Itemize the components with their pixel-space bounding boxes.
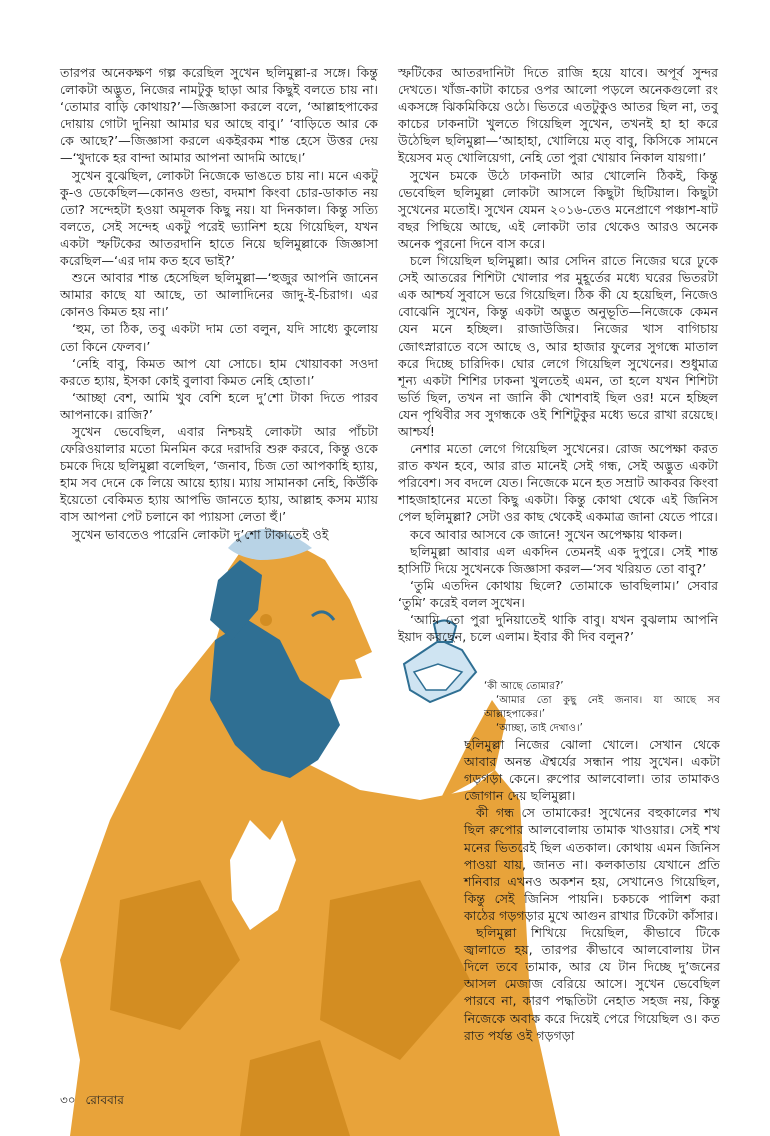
paragraph: ছলিমুল্লা শিখিয়ে দিয়েছিল, কীভাবে টিকে জ্বালাতে হয়, তারপর কীভাবে আলবোলায় টান দিলে তবে তামাক, আর যে টান দিচ্ছে দু’জনের আসল মেজাজ বেরিয়ে আসে। সুখেন ভেবেছিল পারবে না, কারণ পদ্ধতিটা নেহাত সহজ নয়, কিন্তু নিজেকে অবাক করে দিয়েই পেরে গিয়েছিল ও। কত রাত পর্যন্ত ওই গড়গড়া [464,925,720,1043]
article-wrap-text-lower [464,736,720,1044]
paragraph: কী গন্ধ সে তামাকের! সুখেনের বহুকালের শখ ছিল রুপোর আলবোলায় তামাক খাওয়ার। সেই শখ মনের ভিতরেই ছিল এতকাল। কোথায় এমন জিনিস পাওয়া যায়, জানত না। কলকাতায় যেখানে প্রতি শনিবার এখনও অকশন হয়, সেখানেও গিয়েছিল, কিন্তু সেই জিনিস পায়নি। চকচকে পালিশ করা কাঠের গড়গড়ার মুখে আগুন রাখার টিকেটা কাঁসার। [464,805,720,923]
paragraph: শুনে আবার শান্ত হেসেছিল ছলিমুল্লা—‘হুজুর আপনি জানেন আমার কাছে যা আছে, তা আলাদিনের জাদু-ই-চিরাগ। এর কোনও কিমত হয় না।’ [60,270,378,320]
paragraph: সুখেন চমকে উঠে ঢাকনাটা আর খোলেনি ঠিকই, কিন্তু ভেবেছিল ছলিমুল্লা লোকটা আসলে কিছুটা ছিটিয়াল। কিছুটা সুখেনের মতোই। সুখেন যেমন ২০১৬-তেও মনেপ্রাণে পঞ্চাশ-ষাট বছর পিছিয়ে আছে, এই লোকটা তার থেকেও আরও অনেক অনেক পুরনো দিনে বাস করে। [398,167,718,251]
paragraph: ‘কী আছে তোমার?’ [484,681,564,692]
article-right-column [398,64,718,645]
paragraph: ‘নেহি বাবু, কিমত আপ যো সোচে। হাম খোয়াবকা সওদা করতে হ্যায়, ইসকা কোই বুলাবা কিমত নেহি হোতা।’ [60,355,378,388]
paragraph: সুখেন বুঝেছিল, লোকটা নিজেকে ভাঙতে চায় না। মনে একটু কু-ও ডেকেছিল—কোনও গুন্ডা, বদমাশ কিংবা চোর-ডাকাত নয় তো? সন্দেহটা হওয়া অমূলক কিছু নয়। যা দিনকাল। কিন্তু সত্যি বলতে, সেই সন্দেহ একটু পরেই ভ্যানিশ হয়ে গিয়েছিল, যখন একটা স্ফটিকের আতরদানি হাতে নিয়ে ছলিমুল্লাকে জিজ্ঞাসা করেছিল—‘এর দাম কত হবে ভাই?’ [60,167,378,269]
article-wrap-text [484,680,720,736]
paragraph: ছলিমুল্লা নিজের ঝোলা খোলে। সেখান থেকে আবার অনন্ত ঐশ্বর্যের সন্ধান পায় সুখেন। একটা গড়গড়া কেনে। রুপোর আলবোলা। তার তামাকও জোগান দেয় ছলিমুল্লা। [464,737,720,804]
page-number: ৩০ [60,1093,76,1107]
paragraph: নেশার মতো লেগে গিয়েছিল সুখেনের। রোজ অপেক্ষা করত রাত কখন হবে, আর রাত মানেই সেই গন্ধ, সেই অদ্ভুত একটা পরিবেশ। সব বদলে যেত। নিজেকে মনে হত সম্রাট আকবর কিংবা শাহজাহানের মতো কিছু একটা। কিন্তু কোথা থেকে এই জিনিস পেল ছলিমুল্লা? সেটা ওর কাছ থেকেই একমাত্র জানা যেতে পারে। [398,441,718,525]
paragraph: স্ফটিকের আতরদানিটা দিতে রাজি হয়ে যাবে। অপূর্ব সুন্দর দেখতে। খাঁজ-কাটা কাচের ওপর আলো পড়লে অনেকগুলো রং একসঙ্গে ঝিকমিকিয়ে ওঠে। ভিতরে এতটুকুও আতর ছিল না, তবু কাচের ঢাকনাটা খুলতে গিয়েছিল সুখেন, তখনই হা হা করে উঠেছিল ছলিমুল্লা—‘আহাহা, খোলিয়ে মত্ বাবু, কিসিকে সামনে ইয়েসব মত্ খোলিয়েগা, নেহি তো পুরা খোয়াব নিকাল যায়গা।’ [398,65,718,166]
paragraph: ‘তুমি এতদিন কোথায় ছিলে? তোমাকে ভাবছিলাম।’ সেবার ‘তুমি’ করেই বলল সুখেন। [398,577,718,610]
paragraph: ‘আচ্ছা বেশ, আমি খুব বেশি হলে দু’শো টাকা দিতে পারব আপনাকে। রাজি?’ [60,389,378,422]
article-left-column [60,64,378,543]
page-folio [60,1092,124,1112]
ear-mark [260,614,272,626]
magazine-name: রোববার [85,1093,124,1107]
paragraph: ছলিমুল্লা আবার এল একদিন তেমনই এক দুপুরে। সেই শান্ত হাসিটি দিয়ে সুখেনকে জিজ্ঞাসা করল—‘সব খরিয়ত তো বাবু?’ [398,543,718,576]
paragraph: তারপর অনেকক্ষণ গল্প করেছিল সুখেন ছলিমুল্লা-র সঙ্গে। কিন্তু লোকটা অদ্ভুত, নিজের নামটুকু ছাড়া আর কিছুই বলতে চায় না। ‘তোমার বাড়ি কোথায়?’—জিজ্ঞাসা করলে বলে, ‘আল্লাহপাকের দোয়ায় গোটা দুনিয়া আমার ঘর আছে বাবু।’ ‘বাড়িতে আর কে কে আছে?’—জিজ্ঞাসা করলে একইরকম শান্ত হেসে উত্তর দেয়—‘খুদাকে হর বান্দা আমার আপনা আদমি আছে।’ [60,65,378,166]
paragraph: ‘আচ্ছা, তাই দেখাও।’ [496,722,583,734]
paragraph: ‘হুম, তা ঠিক, তবু একটা দাম তো বলুন, যদি সাধ্যে কুলোয় তো কিনে ফেলব।’ [60,321,378,354]
paragraph: সুখেন ভাবতেও পারেনি লোকটা দু’শো টাকাতেই ওই [72,526,329,542]
paragraph: ‘আমি তো পুরা দুনিয়াতেই থাকি বাবু। যখন বুঝলাম আপনি ইয়াদ করছেন, চলে এলাম। ইবার কী দিব বলুন?’ [398,612,718,645]
paragraph: কবে আবার আসবে কে জানে! সুখেন অপেক্ষায় থাকল। [410,526,683,542]
paragraph: ‘আমার তো কুছু নেই জনাব। যা আছে সব আল্লাহপাকের।’ [484,694,720,720]
paragraph: সুখেন ভেবেছিল, এবার নিশ্চয়ই লোকটা আর পাঁচটা ফেরিওয়ালার মতো মিনমিন করে দরাদরি শুরু করবে, কিন্তু ওকে চমকে দিয়ে ছলিমুল্লা বলেছিল, ‘জনাব, চিজ তো আপকাহি হ্যায়, হাম সব দেনে কে লিয়ে আয়ে হ্যায়। ম্যায় সামানকা নেহি, কিউঁকি ইয়েতো বেকিমত হ্যায় আপভি জানতে হ্যায়, আল্লাহ কসম ম্যায় বাস আপনা পেট চলানে কা প্যায়সা লেতা হুঁ।’ [60,423,378,525]
paragraph: চলে গিয়েছিল ছলিমুল্লা। আর সেদিন রাতে নিজের ঘরে ঢুকে সেই আতরের শিশিটা খোলার পর মুহূর্তের মধ্যে ঘরের ভিতরটা এক আশ্চর্য সুবাসে ভরে গিয়েছিল। ঠিক কী যে হয়েছিল, নিজেও বোঝেনি সুখেন, কিন্তু একটা অদ্ভুত অনুভূতি—নিজেকে কেমন যেন মনে হচ্ছিল। রাজাউজির। নিজের খাস বাগিচায় জোৎস্নারাতে বসে আছে ও, আর হাজার ফুলের সুগন্ধে মাতাল করে দিচ্ছে চারিদিক। ঘোর লেগে গিয়েছিল সুখেনের। শুধুমাত্র শূন্য একটা শিশির ঢাকনা খুলতেই এমন, তা হলে যখন শিশিটা ভর্তি ছিল, তখন না জানি কী খোশবাই ছিল ওর! মনে হচ্ছিল যেন পৃথিবীর সব সুগন্ধকে ওই শিশিটুকুর মধ্যে ভরে রাখা রয়েছে। আশ্চর্য! [398,253,718,439]
